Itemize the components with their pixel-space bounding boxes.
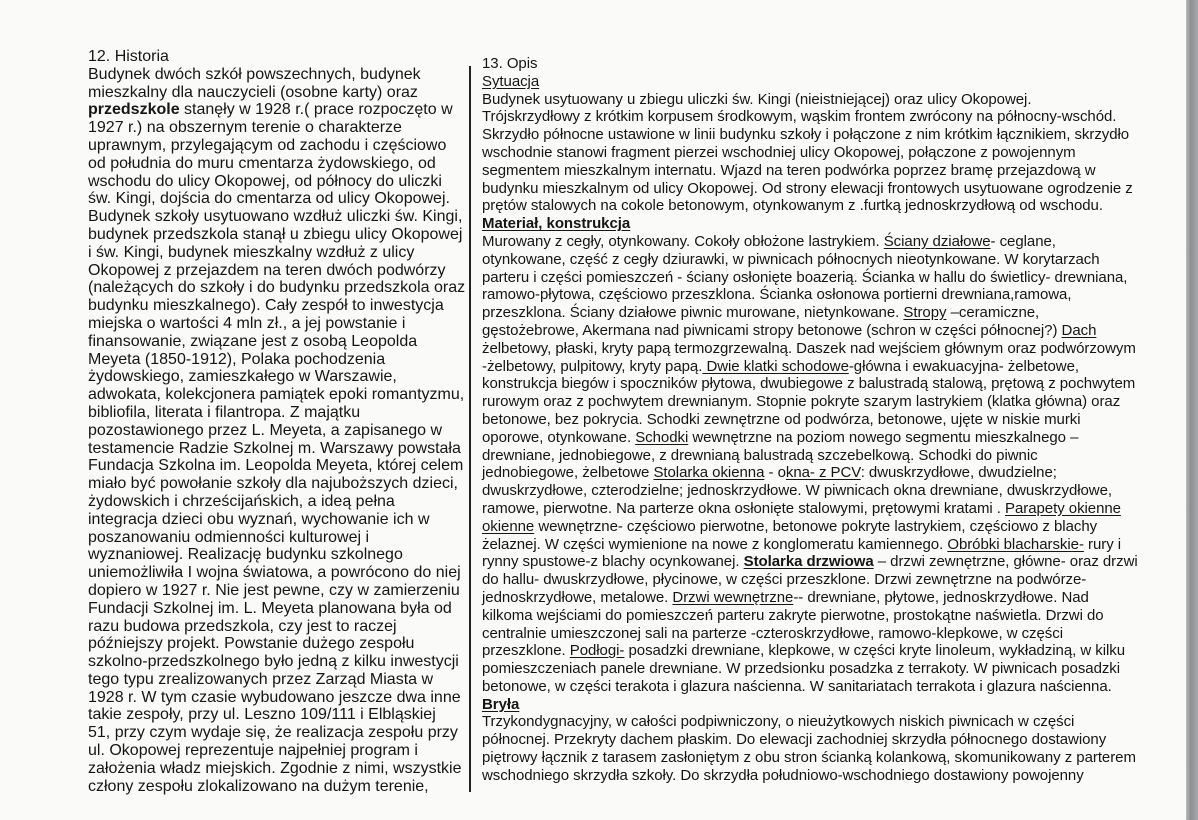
text-segment: przeszklona. Ściany działowe piwnic murowane, nietynkowane. <box>482 304 904 322</box>
text-line: szkolno-przedszkolnego było jedną z kilku inwestycji <box>88 653 459 671</box>
description-column <box>482 55 1182 785</box>
text-line: i św. Kingi, budynek mieszkalny wzdłuż z ulicy <box>88 243 415 261</box>
text-line: Meyeta (1850-1912), Polaka pochodzenia <box>88 350 386 368</box>
text-line: rurowym oraz z pochwytem drewnianym. Stopnie pokryte szarym lastrykiem (klatka główna) oraz <box>482 393 1121 411</box>
text-line: kilkoma wejściami do pomieszczeń parteru zakryte pierwotne, prostokątne naświetla. Drzwi do <box>482 606 1104 624</box>
text-line: 1927 r.) na obszernym terenie o charakterze <box>88 119 402 137</box>
text-line: adwokata, kolekcjonera pamiątek epoki romantyzmu, <box>88 386 465 404</box>
text-line: (należących do szkoły i do budynku przedszkola oraz <box>88 279 466 297</box>
text-line <box>88 101 468 119</box>
text-line <box>482 553 1182 571</box>
text-line <box>482 464 1182 482</box>
emphasized-text: Obróbki blacharskie- <box>947 535 1084 553</box>
emphasized-text: kna- z PCV <box>785 464 861 482</box>
text-line: Fundacja Szkolna im. Leopolda Meyeta, której celem <box>88 457 464 475</box>
text-line: piętrowy łącznik z tarasem zasłoniętym z obu stron ścianką kolankową, skomunikowany z parterem <box>482 749 1136 767</box>
emphasized-text: Stropy <box>903 304 947 322</box>
emphasized-text: okienne <box>482 517 535 535</box>
text-line: uprawnym, przylegającym od zachodu i częściowo <box>88 136 447 154</box>
text-segment: rury i <box>1083 535 1122 553</box>
text-line: pomieszczeniach panele drewniane. W przedsionku posadzka z terrakoty. W piwnicach posadzki <box>482 660 1121 678</box>
text-line: takie zespoły, przy ul. Leszno 109/111 i Elbląskiej <box>88 706 436 724</box>
text-line <box>482 358 1182 376</box>
text-segment: przeszklone. <box>482 642 570 660</box>
text-line: Okopowej z przejazdem na teren dwóch podwórzy <box>88 261 446 279</box>
text-line: do hallu- dwuskrzydłowe, płycinowe, w części przeszklone. Drzwi zewnętrzne na podwórze- <box>482 571 1087 589</box>
text-line: mieszkalny dla nauczycieli (osobne karty) oraz <box>88 83 418 101</box>
emphasized-text: Drzwi wewnętrzne <box>672 588 794 606</box>
text-line <box>482 536 1182 554</box>
text-line: betonowe, w części terakota i glazura naścienna. W sanitariatach terrakota i glazura naścienna. <box>482 677 1112 695</box>
emphasized-text: przedszkole <box>88 101 180 119</box>
text-line: ramowo-płytowa, częściowo przeszklona. Ścianka osłonowa portierni drewniana,ramowa, <box>482 286 1072 304</box>
text-line <box>482 518 1182 536</box>
text-line: dwuskrzydłowe, czterodzielne; jednoskrzydłowe. W piwnicach okna drewniane, dwuskrzydłowe, <box>482 482 1113 500</box>
text-segment: -żelbetowy, pulpitowy, kryty papą. <box>482 357 703 375</box>
text-segment: jednoskrzydłowe, metalowe. <box>482 588 673 606</box>
text-line: Budynek dwóch szkół powszechnych, budynek <box>88 65 421 83</box>
text-line: razu budowa przedszkola, czy jest to raczej <box>88 617 397 635</box>
text-line: konstrukcja biegów i spoczników płytowa, dwubiegowe z balustradą stalową, prętową z pochwytem <box>482 375 1136 393</box>
text-line: żydowskich i chrześcijańskich, a ideą pełna <box>88 492 395 510</box>
text-segment: -- drewniane, płytowe, jednoskrzydłowe. Nad <box>793 588 1089 606</box>
text-line: bibliofila, literata i filantropa. Z majątku <box>88 403 361 421</box>
emphasized-text: Bryła <box>482 695 520 713</box>
text-segment: –ceramiczne, <box>946 304 1040 322</box>
text-line: pozostawionego przez L. Meyeta, a zapisanego w <box>88 421 442 439</box>
text-line: prętów stalowych na cokole betonowym, otynkowanym z .furtką jednoskrzydłową od wschodu. <box>482 197 1103 215</box>
text-line: Fundacji Szkolnej im. L. Meyeta planowana była od <box>88 599 452 617</box>
text-segment: - o <box>764 464 786 482</box>
emphasized-text: Dwie klatki schodowe <box>702 357 849 375</box>
text-line: człony zespołu zlokalizowano na dużym terenie, <box>88 777 429 795</box>
text-line: Budynek szkoły usytuowano wzdłuż uliczki św. Kingi, <box>88 208 463 226</box>
text-line: testamencie Radzie Szkolnej m. Warszawy powstała <box>88 439 461 457</box>
text-line: ul. Okopowej reprezentuje najpełniej program i <box>88 742 418 760</box>
text-line: uniemożliwiła I wojna światowa, a powrócono do niej <box>88 564 461 582</box>
text-line: otynkowane, część z cegły dziurawki, w piwnicach północnych nieotynkowane. W korytarzach <box>482 250 1100 268</box>
text-segment: rynny spustowe-z blachy ocynkowanej. <box>482 553 744 571</box>
text-line: 12. Historia <box>88 48 169 65</box>
text-segment: żelaznej. W części wymienione na nowe z konglomeratu kamiennego. <box>482 535 948 553</box>
text-line: wyznaniowej. Realizację budynku szkolnego <box>88 546 403 564</box>
text-line: 1928 r. W tym czasie wybudowano jeszcze dwa inne <box>88 688 461 706</box>
text-line <box>482 642 1182 660</box>
text-line: parteru i części pomieszczeń - ściany osłonięte boazerią. Ścianka w hallu do świetlicy- drewniana, <box>482 268 1128 286</box>
text-line: drewniane, jednobiegowe, z drewnianą balustradą szczebelkową. Schodki do piwnic <box>482 446 1038 464</box>
text-line <box>482 304 1182 322</box>
text-line: Skrzydło północne ustawione w linii budynku szkoły i połączone z nim krótkim łącznikiem, skrzydło <box>482 126 1130 144</box>
text-line: północnej. Przekryty dachem płaskim. Do elewacji zachodniej skrzydła północnego dostawiony <box>482 731 1107 749</box>
text-segment: – drzwi zewnętrzne, główne- oraz drzwi <box>873 553 1138 571</box>
text-line <box>482 233 1182 251</box>
text-segment: wewnętrzne- częściowo pierwotne, betonowe pokryte lastrykiem, częściowo z blachy <box>534 517 1098 535</box>
history-column <box>88 48 468 795</box>
text-segment: oporowe, otynkowane. <box>482 428 636 446</box>
text-line: budynku mieszkalnego). Cały zespół to inwestycja <box>88 297 444 315</box>
text-segment: Murowany z cegły, otynkowany. Cokoły obłożone lastrykiem. <box>482 232 884 250</box>
text-line: późniejszy projekt. Powstanie dużego zespołu <box>88 635 415 653</box>
text-segment: jednobiegowe, żelbetowe <box>482 464 654 482</box>
text-line: 13. Opis <box>482 55 538 72</box>
text-segment: ramowe, pierwotne. Na parterze okna osłonięte stalowymi, prętowymi kratami . <box>482 499 1006 517</box>
text-line: finansowanie, związane jest z osobą Leopolda <box>88 332 418 350</box>
text-line <box>482 589 1182 607</box>
text-line: betonowe, bez pokrycia. Schodki zewnętrzne od podwórza, betonowe, ujęte w niskie murki <box>482 410 1081 428</box>
text-segment: stanęły w 1928 r.( prace rozpoczęto w <box>179 101 453 119</box>
emphasized-text: Materiał, konstrukcja <box>482 215 631 233</box>
text-segment: -główna i ewakuacyjna- żelbetowe, <box>848 357 1079 375</box>
text-line: wschodu do ulicy Okopowej, od północy do uliczki <box>88 172 442 190</box>
emphasized-text: Stolarka drzwiowa <box>743 553 874 571</box>
text-line: dopiero w 1927 r. Nie jest pewne, czy w zamierzeniu <box>88 581 460 599</box>
text-line: miało być powołanie szkoły dla najuboższych dzieci, <box>88 475 458 493</box>
text-line: wschodniego skrzydła szkoły. Do skrzydła południowo-wschodniego dostawiony powojenny <box>482 766 1084 784</box>
emphasized-text: Podłogi- <box>569 642 625 660</box>
emphasized-text: Schodki <box>635 428 689 446</box>
text-line: założenia władz miejskich. Zgodnie z nimi, wszystkie <box>88 759 462 777</box>
text-line: żelbetowy, płaski, kryty papą termozgrzewalną. Daszek nad wejściem głównym oraz podwórzowym <box>482 339 1136 357</box>
text-segment: wewnętrzne na poziom nowego segmentu mieszkalnego – <box>688 428 1079 446</box>
text-line: św. Kingi, dojścia do cmentarza od ulicy Okopowej. <box>88 190 450 208</box>
text-line: centralnie umieszczonej sali na parterze -czteroskrzydłowe, ramowo-klepkowe, w części <box>482 624 1063 642</box>
column-divider <box>469 66 471 792</box>
text-line: budynku mieszkalnym od ulicy Okopowej. Od strony elewacji frontowych usytuowane ogrodzenie z <box>482 179 1133 197</box>
text-line: żydowskiego, zamieszkałego w Warszawie, <box>88 368 397 386</box>
text-line: budynek przedszkola stanął u zbiegu ulicy Okopowej <box>88 225 463 243</box>
text-segment: - ceglane, <box>990 232 1056 250</box>
text-segment: posadzki drewniane, klepkowe, w części kryte linoleum, wykładziną, w kilku <box>624 642 1126 660</box>
text-line <box>482 500 1182 518</box>
text-line <box>482 696 1182 714</box>
text-line: miejska o wartości 4 mln zł., a jej powstanie i <box>88 314 406 332</box>
text-line: od południa do muru cmentarza żydowskiego, od <box>88 154 436 172</box>
text-line <box>482 215 1182 233</box>
text-line: Trójskrzydłowy z krótkim korpusem środkowym, wąskim frontem zwrócony na północny-wschód. <box>482 108 1117 126</box>
text-line <box>482 429 1182 447</box>
text-line: segmentem mieszkalnym internatu. Wjazd na teren podwórka poprzez bramę przejazdową w <box>482 161 1096 179</box>
text-line: integracja dzieci obu wyznań, wychowanie ich w <box>88 510 430 528</box>
emphasized-text: Parapety okienne <box>1005 499 1121 517</box>
text-line <box>482 322 1182 340</box>
text-line: tego typu zrealizowanych przez Zarząd Miasta w <box>88 670 434 688</box>
scan-page-edge <box>1186 0 1198 820</box>
text-line <box>482 73 1182 91</box>
text-segment: : dwuskrzydłowe, dwudzielne; <box>860 464 1057 482</box>
text-line: Trzykondygnacyjny, w całości podpiwniczony, o nieużytkowych niskich piwnicach w części <box>482 713 1075 731</box>
text-segment: gęstożebrowe, Akermana nad piwnicami stropy betonowe (schron w części północnej?) <box>482 321 1062 339</box>
emphasized-text: Ściany działowe <box>883 232 991 250</box>
emphasized-text: Stolarka okienna <box>653 464 765 482</box>
text-line: wschodnie stanowi fragment pierzei wschodniej ulicy Okopowej, połączone z powojennym <box>482 143 1076 161</box>
emphasized-text: Sytuacja <box>482 72 540 90</box>
text-line: poszanowaniu odmienności kulturowej i <box>88 528 370 546</box>
emphasized-text: Dach <box>1061 321 1097 339</box>
text-line: Budynek usytuowany u zbiegu uliczki św. Kingi (nieistniejącej) oraz ulicy Okopowej. <box>482 90 1032 108</box>
text-line: 51, przy czym wydaje się, że realizacja zespołu przy <box>88 724 458 742</box>
